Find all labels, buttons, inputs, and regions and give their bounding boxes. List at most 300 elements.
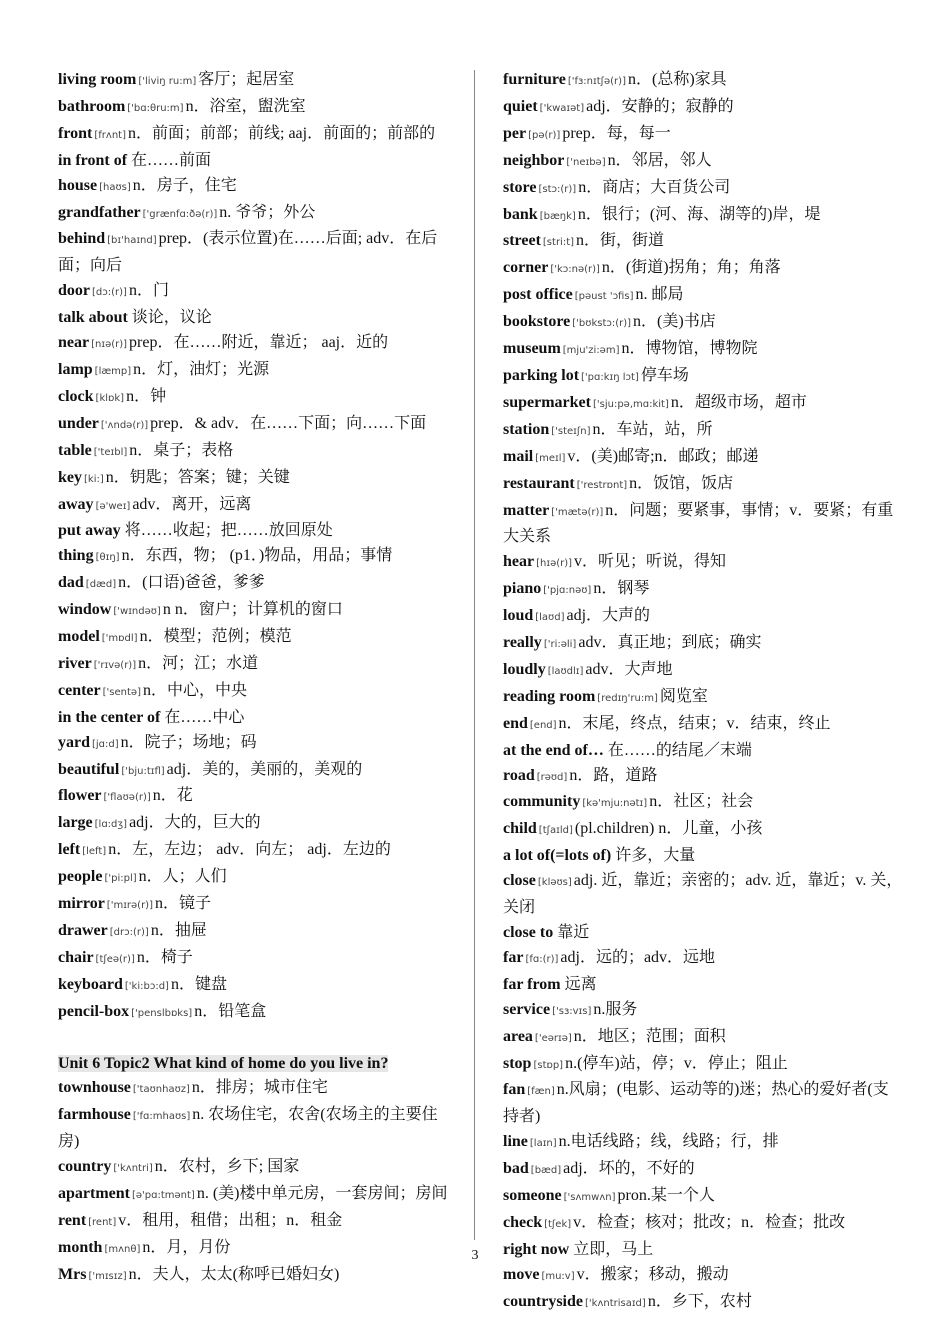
vocab-entry bbox=[58, 865, 453, 892]
vocab-word: apartment bbox=[58, 1185, 130, 1203]
vocab-entry bbox=[58, 544, 453, 571]
vocab-phonetic: [bɪ'haɪnd] bbox=[107, 235, 157, 247]
vocab-word: thing bbox=[58, 547, 94, 565]
vocab-phonetic: [θɪŋ] bbox=[95, 552, 120, 564]
vocab-entry bbox=[58, 838, 453, 865]
vocab-phonetic: [bæŋk] bbox=[539, 210, 576, 222]
vocab-word: under bbox=[58, 414, 99, 432]
vocab-definition: n．钢琴 bbox=[593, 580, 650, 598]
vocab-entry bbox=[503, 1157, 903, 1184]
vocab-definition: n n．窗户；计算机的窗口 bbox=[162, 601, 343, 619]
vocab-word: window bbox=[58, 601, 112, 619]
vocab-definition: n．河；江；水道 bbox=[138, 654, 259, 672]
vocab-entry bbox=[503, 1263, 903, 1290]
vocab-phonetic: ['kʌntri] bbox=[113, 1163, 153, 1175]
vocab-entry bbox=[58, 1209, 453, 1236]
vocab-word: service bbox=[503, 1000, 551, 1018]
vocab-entry bbox=[503, 256, 903, 283]
vocab-definition: n.(停车)站，停；v．停止；阻止 bbox=[565, 1054, 788, 1072]
vocab-phonetic: [fæn] bbox=[527, 1086, 555, 1098]
vocab-word: bank bbox=[503, 205, 538, 223]
vocab-phonetic: [laɪn] bbox=[529, 1138, 557, 1150]
vocab-word: at the end of… bbox=[503, 741, 604, 759]
vocab-word: child bbox=[503, 820, 537, 838]
vocab-entry bbox=[503, 998, 903, 1025]
vocab-entry bbox=[58, 412, 453, 439]
vocab-entry bbox=[58, 706, 453, 731]
vocab-word: talk about bbox=[58, 309, 128, 327]
vocab-phonetic: [ə'weɪ] bbox=[95, 500, 131, 512]
vocab-word: chair bbox=[58, 948, 94, 966]
vocab-entry bbox=[58, 227, 453, 279]
vocab-phonetic: ['steɪʃn] bbox=[551, 425, 591, 437]
left-column bbox=[58, 68, 453, 1290]
vocab-entry bbox=[503, 921, 903, 946]
vocab-word: lamp bbox=[58, 360, 93, 378]
vocab-phonetic: [stɒp] bbox=[533, 1059, 564, 1071]
vocab-phonetic: [nɪə(r)] bbox=[91, 339, 128, 351]
vocab-entry bbox=[58, 758, 453, 785]
vocab-definition: n．排房；城市住宅 bbox=[191, 1079, 328, 1097]
vocab-entry bbox=[503, 817, 903, 844]
vocab-entry bbox=[58, 358, 453, 385]
vocab-phonetic: [mʌnθ] bbox=[104, 1243, 141, 1255]
vocab-word: center bbox=[58, 681, 101, 699]
vocab-phonetic: ['flaʊə(r)] bbox=[103, 792, 151, 804]
vocab-entry bbox=[503, 550, 903, 577]
vocab-phonetic: [haʊs] bbox=[99, 181, 131, 193]
vocab-word: area bbox=[503, 1027, 533, 1045]
vocab-word: someone bbox=[503, 1187, 562, 1205]
vocab-phonetic: ['eərɪə] bbox=[534, 1032, 572, 1044]
vocab-definition: n．房子，住宅 bbox=[132, 176, 237, 194]
vocab-entry bbox=[58, 652, 453, 679]
vocab-definition: n．院子；场地；码 bbox=[120, 733, 257, 751]
vocab-definition: n.电话线路；线，线路；行，排 bbox=[558, 1133, 779, 1151]
vocab-word: corner bbox=[503, 259, 549, 277]
vocab-entry bbox=[503, 604, 903, 631]
vocab-entry bbox=[503, 1290, 903, 1317]
vocab-word: countryside bbox=[503, 1292, 583, 1310]
vocab-word: restaurant bbox=[503, 474, 575, 492]
vocab-word: rent bbox=[58, 1211, 87, 1229]
vocab-phonetic: ['sentə] bbox=[102, 686, 141, 698]
vocab-entry bbox=[503, 631, 903, 658]
vocab-phonetic: ['kwaɪət] bbox=[539, 102, 585, 114]
vocab-definition: n．末尾，终点，结束；v．结束，终止 bbox=[558, 714, 831, 732]
vocab-definition: n．乡下，农村 bbox=[647, 1292, 752, 1310]
vocab-entry bbox=[503, 577, 903, 604]
vocab-phonetic: [klɒk] bbox=[95, 392, 125, 404]
vocab-word: close to bbox=[503, 924, 554, 941]
vocab-word: townhouse bbox=[58, 1079, 131, 1097]
vocab-definition: 在……前面 bbox=[131, 151, 212, 169]
vocab-definition: adj．远的；adv．远地 bbox=[560, 948, 716, 966]
vocab-definition: n．路，道路 bbox=[569, 766, 658, 784]
vocab-word: community bbox=[503, 793, 581, 811]
vocab-word: mail bbox=[503, 447, 534, 465]
vocab-definition: 将……收起；把……放回原处 bbox=[124, 522, 333, 540]
vocab-definition: n．浴室，盥洗室 bbox=[185, 97, 306, 115]
vocab-entry bbox=[58, 919, 453, 946]
vocab-phonetic: [laʊd] bbox=[535, 612, 565, 624]
vocab-word: yard bbox=[58, 733, 90, 751]
vocab-definition: 在……中心 bbox=[164, 708, 245, 726]
vocab-word: keyboard bbox=[58, 975, 123, 993]
vocab-entry bbox=[503, 122, 903, 149]
vocab-entry bbox=[58, 892, 453, 919]
vocab-definition: n. 农场住宅，农舍(农场主的主要住房) bbox=[58, 1106, 438, 1151]
vocab-entry bbox=[503, 658, 903, 685]
vocab-entry bbox=[503, 472, 903, 499]
vocab-phonetic: [pə(r)] bbox=[528, 129, 561, 141]
section-title: Unit 6 Topic2 What kind of home do you live in? bbox=[58, 1054, 389, 1072]
vocab-definition: n．抽屉 bbox=[150, 922, 207, 939]
vocab-entry bbox=[58, 1103, 453, 1155]
vocab-entry bbox=[58, 519, 453, 544]
vocab-definition: adv．大声地 bbox=[585, 660, 673, 678]
vocab-definition: n.风扇；(电影、运动等的)迷；热心的爱好者(支持者) bbox=[503, 1081, 889, 1126]
vocab-entry bbox=[58, 1263, 453, 1290]
vocab-entry bbox=[58, 1000, 453, 1027]
vocab-definition: v．检查；核对；批改；n．检查；批改 bbox=[573, 1213, 846, 1231]
vocab-phonetic: ['bɑ:θru:m] bbox=[127, 102, 184, 114]
vocab-phonetic: [læmp] bbox=[94, 365, 132, 377]
vocab-definition: 在……的结尾／末端 bbox=[607, 741, 752, 759]
vocab-word: road bbox=[503, 766, 535, 784]
section-spacer bbox=[58, 1027, 453, 1052]
vocab-entry bbox=[503, 1211, 903, 1238]
vocab-phonetic: [rəʊd] bbox=[536, 771, 568, 783]
vocab-phonetic: [frʌnt] bbox=[94, 129, 126, 141]
vocab-word: country bbox=[58, 1158, 112, 1176]
vocab-phonetic: ['teɪbl] bbox=[93, 446, 128, 458]
vocab-word: quiet bbox=[503, 97, 538, 115]
vocab-phonetic: ['pɑ:kɪŋ lɔt] bbox=[581, 371, 639, 383]
vocab-definition: n．博物馆，博物院 bbox=[621, 340, 758, 358]
vocab-entry bbox=[58, 784, 453, 811]
vocab-word: line bbox=[503, 1133, 528, 1151]
vocab-definition: prep．在……附近，靠近； aaj．近的 bbox=[129, 334, 389, 352]
vocab-word: post office bbox=[503, 286, 573, 304]
vocab-entry bbox=[58, 1155, 453, 1182]
vocab-definition: v．听见；听说，得知 bbox=[574, 553, 727, 571]
vocab-phonetic: [lɑ:dʒ] bbox=[94, 819, 128, 831]
vocab-phonetic: [kləʊs] bbox=[537, 877, 572, 889]
vocab-word: per bbox=[503, 124, 527, 142]
page-number: 3 bbox=[471, 1248, 479, 1263]
vocab-word: mirror bbox=[58, 895, 105, 913]
vocab-entry bbox=[58, 201, 453, 228]
vocab-entry bbox=[503, 844, 903, 869]
vocab-phonetic: ['penslbɒks] bbox=[131, 1007, 193, 1019]
vocab-definition: n．(美)书店 bbox=[633, 313, 716, 331]
vocab-word: clock bbox=[58, 387, 94, 405]
vocab-entry bbox=[58, 625, 453, 652]
vocab-entry bbox=[58, 174, 453, 201]
vocab-definition: prep．& adv．在……下面；向……下面 bbox=[150, 414, 427, 432]
vocab-entry bbox=[503, 310, 903, 337]
vocab-entry bbox=[58, 1182, 453, 1209]
vocab-entry bbox=[503, 95, 903, 122]
vocab-phonetic: [stɔ:(r)] bbox=[538, 183, 577, 195]
vocab-word: move bbox=[503, 1265, 540, 1283]
vocab-entry bbox=[503, 203, 903, 230]
vocab-word: piano bbox=[503, 580, 542, 598]
right-vocab-list bbox=[503, 68, 903, 1317]
vocab-word: check bbox=[503, 1213, 543, 1231]
vocab-definition: adj. 近，靠近；亲密的；adv. 近，靠近；v. 关，关闭 bbox=[503, 872, 903, 917]
vocab-word: station bbox=[503, 420, 550, 438]
vocab-entry bbox=[503, 229, 903, 256]
vocab-phonetic: [tʃaɪld] bbox=[538, 825, 573, 837]
vocab-entry bbox=[503, 68, 903, 95]
vocab-entry bbox=[503, 946, 903, 973]
vocab-definition: n. 邮局 bbox=[635, 286, 684, 304]
vocab-phonetic: [laʊdlɪ] bbox=[547, 665, 584, 677]
vocab-phonetic: [end] bbox=[529, 719, 557, 731]
vocab-phonetic: ['restrɒnt] bbox=[576, 479, 628, 491]
vocab-definition: n．月，月份 bbox=[142, 1238, 231, 1256]
vocab-definition: 立即，马上 bbox=[573, 1240, 654, 1258]
vocab-definition: n．铅笔盒 bbox=[194, 1002, 267, 1020]
vocab-word: fan bbox=[503, 1081, 526, 1099]
vocab-definition: n．钟 bbox=[126, 387, 167, 405]
vocab-entry bbox=[503, 445, 903, 472]
vocab-definition: n．农村，乡下; 国家 bbox=[154, 1158, 300, 1176]
vocab-phonetic: ['pi:pl] bbox=[104, 873, 137, 885]
vocab-phonetic: [ki:] bbox=[84, 473, 104, 485]
vocab-word: dad bbox=[58, 574, 84, 592]
vocab-phonetic: [meɪl] bbox=[535, 452, 566, 464]
vocab-word: key bbox=[58, 468, 82, 486]
vocab-word: parking lot bbox=[503, 366, 580, 384]
vocab-definition: n．地区；范围；面积 bbox=[573, 1027, 726, 1045]
vocab-entry bbox=[503, 764, 903, 791]
vocab-word: in front of bbox=[58, 151, 128, 169]
vocab-entry bbox=[503, 973, 903, 998]
vocab-definition: n.服务 bbox=[593, 1000, 638, 1018]
vocab-definition: n．人；人们 bbox=[138, 868, 227, 886]
vocab-entry bbox=[503, 712, 903, 739]
vocab-word: put away bbox=[58, 522, 121, 540]
vocab-word: a lot of(=lots of) bbox=[503, 847, 612, 865]
vocab-phonetic: [dæd] bbox=[85, 579, 117, 591]
vocab-phonetic: ['ʌndə(r)] bbox=[100, 419, 149, 431]
vocab-word: table bbox=[58, 441, 92, 459]
vocab-word: in the center of bbox=[58, 708, 161, 726]
vocab-definition: n．邻居，邻人 bbox=[607, 151, 712, 169]
vocab-definition: 客厅；起居室 bbox=[198, 71, 295, 88]
vocab-definition: n．饭馆，饭店 bbox=[629, 474, 734, 492]
vocab-definition: adj．美的，美丽的，美观的 bbox=[166, 760, 363, 778]
vocab-definition: n．灯，油灯；光源 bbox=[133, 360, 270, 378]
vocab-definition: adj．坏的，不好的 bbox=[563, 1160, 695, 1178]
vocab-phonetic: ['mɪrə(r)] bbox=[106, 900, 153, 912]
vocab-entry bbox=[503, 1078, 903, 1130]
vocab-entry bbox=[503, 499, 903, 551]
vocab-entry bbox=[58, 331, 453, 358]
vocab-definition: 停车场 bbox=[640, 366, 689, 384]
vocab-entry bbox=[503, 790, 903, 817]
vocab-definition: prep．(表示位置)在……后面; adv．在后面；向后 bbox=[58, 230, 438, 275]
vocab-definition: n. 爷爷；外公 bbox=[219, 203, 316, 221]
vocab-definition: adj．大声的 bbox=[566, 607, 651, 625]
vocab-entry bbox=[58, 466, 453, 493]
vocab-phonetic: [kə'mju:nətɪ] bbox=[582, 798, 648, 810]
vocab-word: house bbox=[58, 176, 98, 194]
vocab-phonetic: ['fɜ:nɪtʃə(r)] bbox=[567, 76, 626, 87]
vocab-definition: n．左，左边； adv．向左； adj．左边的 bbox=[108, 841, 391, 859]
vocab-entry bbox=[58, 493, 453, 520]
vocab-entry bbox=[58, 385, 453, 412]
vocab-entry bbox=[58, 811, 453, 838]
vocab-definition: n．中心，中央 bbox=[142, 681, 247, 699]
vocab-word: farmhouse bbox=[58, 1106, 131, 1124]
vocab-word: right now bbox=[503, 1240, 570, 1258]
vocab-word: people bbox=[58, 868, 103, 886]
vocab-entry bbox=[503, 337, 903, 364]
vocab-definition: n．花 bbox=[152, 787, 193, 805]
vocab-phonetic: ['mɒdl] bbox=[101, 633, 138, 645]
vocab-word: Mrs bbox=[58, 1265, 87, 1283]
vocab-entry bbox=[58, 679, 453, 706]
vocab-phonetic: ['ki:bɔ:d] bbox=[124, 980, 169, 992]
vocab-word: hear bbox=[503, 553, 535, 571]
vocab-word: large bbox=[58, 814, 93, 832]
vocab-definition: adv．真正地；到底；确实 bbox=[578, 634, 762, 652]
vocab-definition: n．镜子 bbox=[154, 895, 211, 913]
vocab-definition: n．超级市场，超市 bbox=[670, 393, 807, 411]
vocab-word: near bbox=[58, 334, 90, 352]
vocab-definition: n．夫人，太太(称呼已婚妇女) bbox=[128, 1265, 340, 1283]
vocab-word: door bbox=[58, 282, 90, 300]
vocab-definition: adv．离开，远离 bbox=[132, 495, 252, 513]
vocab-phonetic: [rent] bbox=[88, 1216, 117, 1228]
vocab-entry bbox=[58, 306, 453, 331]
vocab-phonetic: ['kɔ:nə(r)] bbox=[550, 264, 600, 276]
left-vocab-list bbox=[58, 68, 453, 1027]
vocab-entry bbox=[503, 149, 903, 176]
vocab-definition: n．(总称)家具 bbox=[627, 71, 727, 88]
vocab-word: close bbox=[503, 872, 536, 890]
vocab-word: away bbox=[58, 495, 94, 513]
vocab-definition: n．(街道)拐角；角；角落 bbox=[601, 259, 781, 277]
vocab-definition: n．模型；范例；模范 bbox=[139, 628, 292, 646]
vocab-definition: 谈论，议论 bbox=[131, 309, 212, 327]
vocab-word: pencil-box bbox=[58, 1002, 130, 1020]
vocab-phonetic: [fɑ:(r)] bbox=[525, 953, 559, 965]
vocab-entry bbox=[58, 946, 453, 973]
vocab-definition: n．键盘 bbox=[170, 975, 227, 993]
vocab-entry bbox=[58, 95, 453, 122]
vocab-definition: v．(美)邮寄;n．邮政；邮递 bbox=[567, 447, 759, 465]
vocab-phonetic: ['fɑ:mhaʊs] bbox=[132, 1111, 191, 1123]
vocab-definition: n．门 bbox=[128, 282, 169, 300]
vocab-phonetic: [tʃeə(r)] bbox=[95, 953, 135, 965]
vocab-definition: n．街，街道 bbox=[576, 232, 665, 250]
vocab-entry bbox=[503, 391, 903, 418]
vocab-entry bbox=[58, 122, 453, 149]
vocab-entry bbox=[503, 1184, 903, 1211]
vocab-phonetic: ['sɜ:vɪs] bbox=[552, 1005, 592, 1017]
vocab-definition: v．搬家；移动，搬动 bbox=[576, 1265, 729, 1283]
vocab-word: supermarket bbox=[503, 393, 591, 411]
vocab-phonetic: [tʃek] bbox=[544, 1218, 572, 1230]
vocab-word: behind bbox=[58, 230, 106, 248]
vocab-phonetic: [mu:v] bbox=[541, 1270, 575, 1282]
vocab-definition: n．椅子 bbox=[136, 948, 193, 966]
vocab-phonetic: ['taʊnhaʊz] bbox=[132, 1084, 190, 1096]
vocab-phonetic: [mju'zi:əm] bbox=[562, 345, 620, 357]
vocab-word: far bbox=[503, 948, 524, 966]
vocab-entry bbox=[503, 1130, 903, 1157]
vocab-entry bbox=[58, 279, 453, 306]
vocab-word: front bbox=[58, 124, 93, 142]
vocab-definition: 阅览室 bbox=[659, 687, 708, 705]
vocab-word: bathroom bbox=[58, 97, 126, 115]
vocab-word: bad bbox=[503, 1160, 529, 1178]
vocab-entry bbox=[58, 1076, 453, 1103]
vocab-definition: 远离 bbox=[564, 975, 597, 993]
vocab-phonetic: [stri:t] bbox=[542, 237, 575, 249]
vocab-phonetic: ['sju:pə,mɑ:kit] bbox=[592, 398, 669, 410]
vocab-word: model bbox=[58, 628, 100, 646]
vocab-entry bbox=[503, 1025, 903, 1052]
vocab-definition: v．租用，租借；出租；n．租金 bbox=[118, 1211, 343, 1229]
vocab-definition: n．(口语)爸爸，爹爹 bbox=[118, 574, 265, 592]
vocab-phonetic: ['kʌntrisaɪd] bbox=[585, 1297, 646, 1309]
vocab-word: far from bbox=[503, 975, 561, 993]
vocab-entry bbox=[58, 571, 453, 598]
vocab-entry bbox=[503, 869, 903, 921]
vocab-phonetic: [bæd] bbox=[530, 1165, 562, 1177]
column-divider bbox=[474, 70, 475, 1240]
vocab-definition: 许多，大量 bbox=[615, 847, 696, 865]
vocab-entry bbox=[503, 364, 903, 391]
vocab-definition: n. (美)楼中单元房，一套房间；房间 bbox=[196, 1185, 448, 1203]
vocab-word: flower bbox=[58, 787, 102, 805]
vocab-entry bbox=[58, 731, 453, 758]
vocab-phonetic: [drɔ:(r)] bbox=[109, 927, 149, 938]
vocab-definition: prep．每，每一 bbox=[562, 124, 671, 142]
vocab-entry bbox=[503, 685, 903, 712]
vocab-word: really bbox=[503, 634, 542, 652]
vocab-definition: n．东西，物； (p1．)物品，用品；事情 bbox=[121, 547, 393, 565]
vocab-definition: n．前面；前部；前线; aaj．前面的；前部的 bbox=[128, 124, 436, 142]
vocab-phonetic: ['pjɑ:nəʊ] bbox=[543, 585, 592, 597]
vocab-entry bbox=[58, 439, 453, 466]
vocab-definition: pron.某一个人 bbox=[617, 1187, 715, 1205]
vocab-word: river bbox=[58, 654, 92, 672]
vocab-definition: adj．安静的；寂静的 bbox=[586, 97, 734, 115]
vocab-word: loud bbox=[503, 607, 534, 625]
vocab-word: matter bbox=[503, 501, 550, 519]
vocab-definition: (pl.children) n．儿童，小孩 bbox=[574, 820, 763, 838]
vocab-definition: adj．大的，巨大的 bbox=[129, 814, 261, 832]
vocab-definition: n．问题；要紧事，事情；v．要紧；有重大关系 bbox=[503, 501, 894, 546]
vocab-phonetic: ['neɪbə] bbox=[566, 156, 606, 168]
vocab-word: drawer bbox=[58, 922, 108, 939]
vocab-word: loudly bbox=[503, 660, 546, 678]
vocab-phonetic: ['bʊkstɔ:(r)] bbox=[572, 318, 632, 330]
vocab-definition: n．银行；(河、海、湖等的)岸，堤 bbox=[577, 205, 821, 223]
vocab-word: furniture bbox=[503, 71, 566, 88]
vocab-word: bookstore bbox=[503, 313, 571, 331]
section-heading bbox=[58, 1052, 453, 1077]
vocab-word: street bbox=[503, 232, 541, 250]
vocab-phonetic: ['wɪndəʊ] bbox=[113, 606, 161, 618]
